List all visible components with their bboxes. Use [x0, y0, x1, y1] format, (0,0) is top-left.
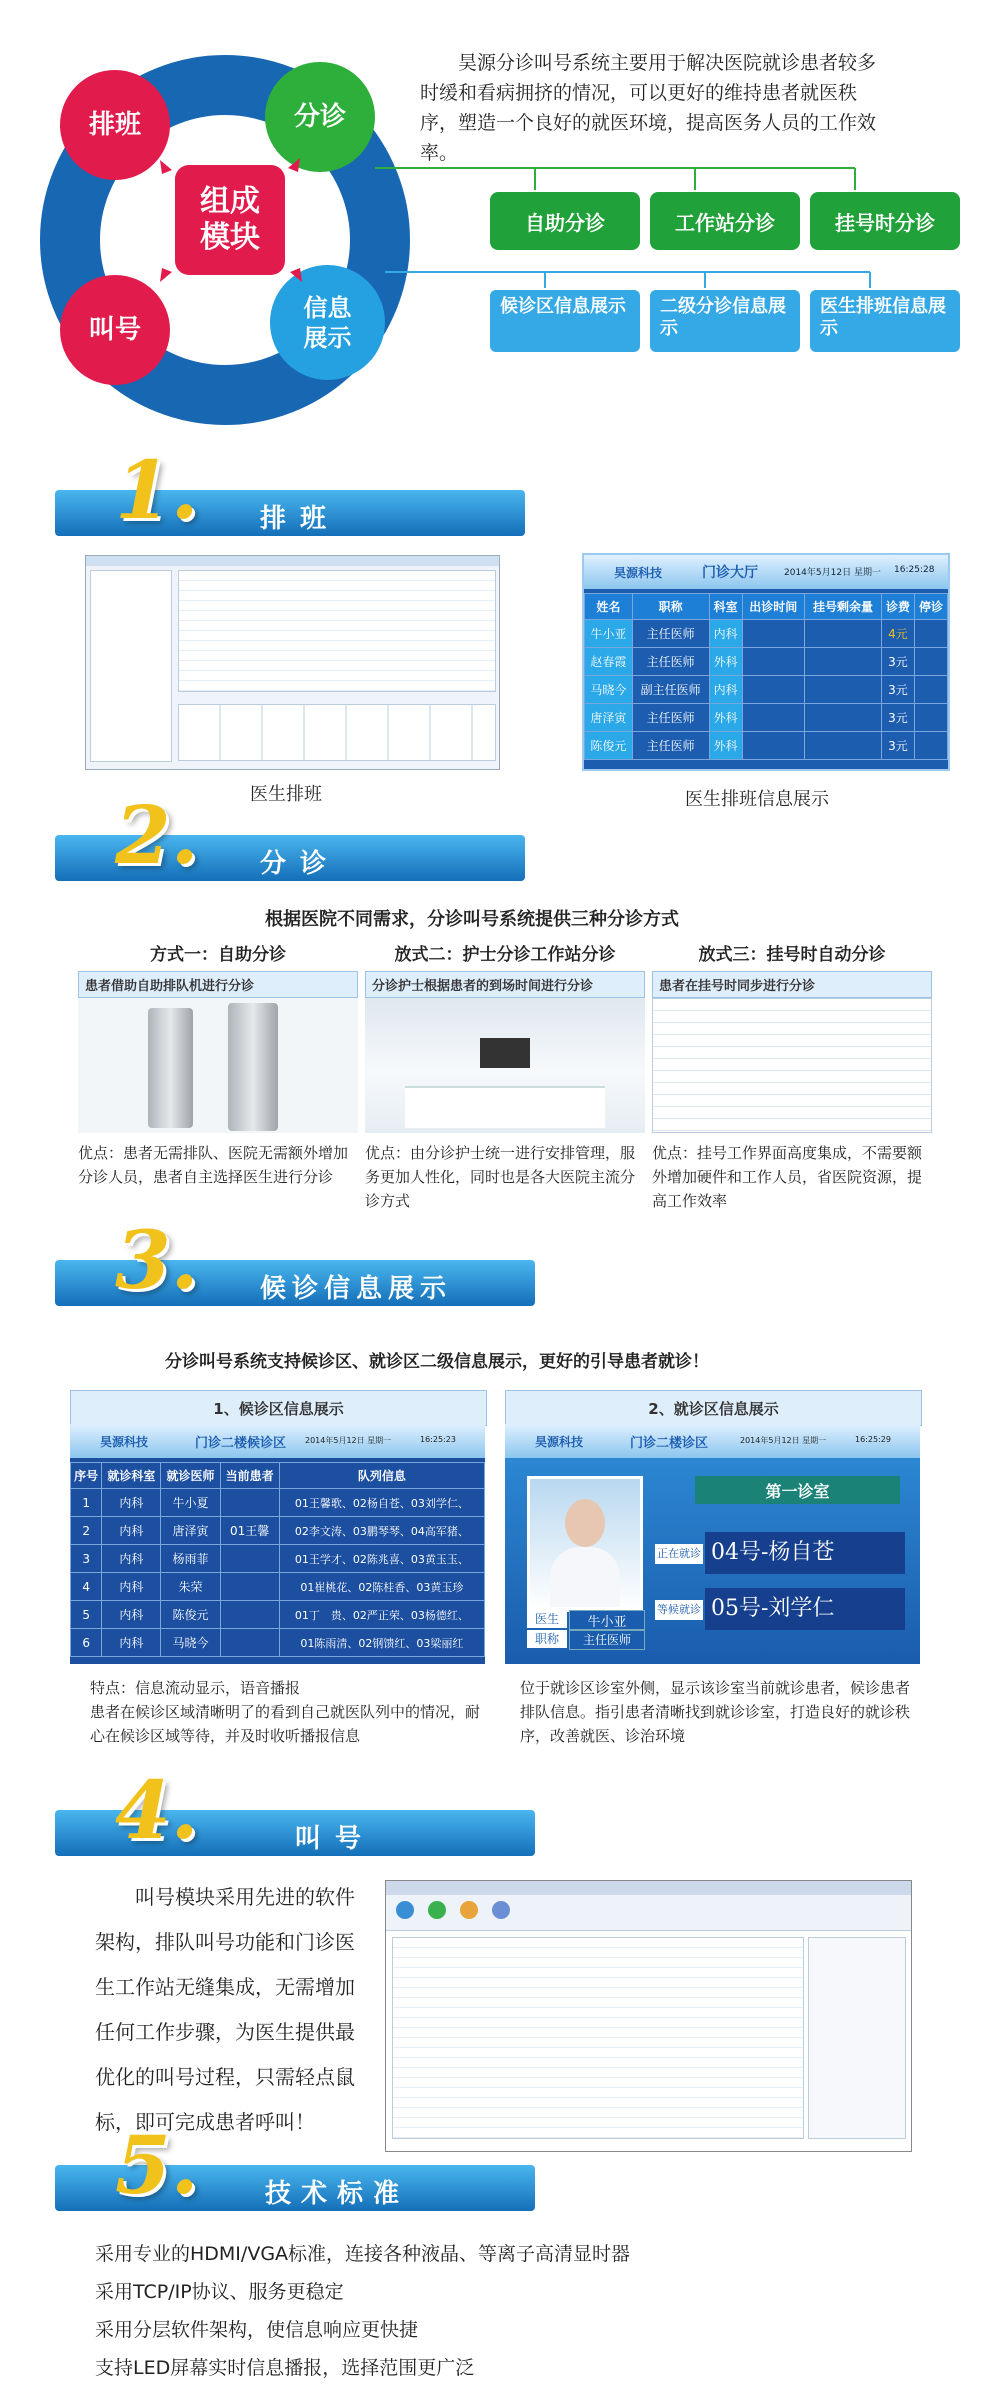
- screen-date: 2014年5月12日 星期一: [305, 1436, 392, 1445]
- cell: [220, 1601, 279, 1629]
- module-label: 信息展示: [303, 293, 352, 352]
- section-title: 技术标准: [265, 2179, 410, 2209]
- cell: 牛小亚: [585, 620, 633, 648]
- cell: 01王馨歌、02杨自苍、03刘学仁、: [279, 1489, 484, 1517]
- caption-scheduling: 医生排班: [250, 784, 322, 805]
- method-subtitle: 分诊护士根据患者的到场时间进行分诊: [365, 971, 645, 998]
- nurse-station-image: [365, 998, 645, 1133]
- method-card-3: [652, 940, 932, 1213]
- cell: 3元: [881, 732, 914, 760]
- method-subtitle: 患者借助自助排队机进行分诊: [78, 971, 358, 998]
- cell: 唐泽寅: [585, 704, 633, 732]
- cell: 01崔桃花、02陈桂香、03黄玉珍: [279, 1573, 484, 1601]
- cell: 3元: [881, 648, 914, 676]
- cell: 牛小夏: [161, 1489, 220, 1517]
- cell: 外科: [709, 648, 742, 676]
- waiting-info-box: 候诊区信息展示: [490, 290, 640, 352]
- screen-date: 2014年5月12日 星期一: [740, 1436, 827, 1445]
- waiting-area-desc: 特点：信息流动显示，语音播报 患者在候诊区域清晰明了的看到自己就医队列中的情况，耐心在候诊区域等待，并及时收听播报信息: [90, 1679, 481, 1745]
- method-description: 优点：挂号工作界面高度集成，不需要额外增加硬件和工作人员，省医院资源，提高工作效率: [652, 1144, 923, 1210]
- cell: 内科: [102, 1629, 161, 1657]
- cell: 主任医师: [632, 620, 709, 648]
- doctor-schedule-box: 医生排班信息展示: [810, 290, 960, 352]
- cell: 内科: [102, 1517, 161, 1545]
- cell: 01王学才、02陈兆喜、03黄玉玉、: [279, 1545, 484, 1573]
- screen-date: 2014年5月12日 星期一: [784, 568, 881, 578]
- col-header: 就诊医师: [161, 1463, 220, 1489]
- cell: 02李文涛、03鹏琴琴、04高军猪、: [279, 1517, 484, 1545]
- screen-logo: 昊源科技: [535, 1435, 584, 1449]
- tech-line: 采用专业的HDMI/VGA标准，连接各种液晶、等离子高清显时器: [95, 2243, 631, 2265]
- method-title: 放式二：护士分诊工作站分诊: [394, 945, 616, 965]
- tech-standards-list: [95, 2235, 630, 2387]
- registration-triage-box: 挂号时分诊: [810, 192, 960, 250]
- table-row: [585, 620, 948, 648]
- cell: 内科: [102, 1489, 161, 1517]
- treatment-area-desc: 位于就诊区诊室外侧，显示该诊室当前就诊患者，候诊患者排队信息。指引患者清晰找到就诊诊室，打造良好的就诊秩序，改善就医、诊治环境: [520, 1679, 911, 1745]
- arrow-icon: [160, 160, 172, 174]
- cell: 1: [71, 1489, 102, 1517]
- waiting-table: [70, 1462, 485, 1657]
- now-serving-label: 正在就诊: [655, 1544, 703, 1564]
- section-number: 3.: [115, 1213, 199, 1307]
- col-header: 职称: [632, 594, 709, 620]
- waiting-label: 等候就诊: [655, 1600, 703, 1620]
- col-header: 诊费: [881, 594, 914, 620]
- section-number: 2.: [115, 788, 199, 882]
- method-card-1: [78, 940, 358, 1189]
- waiting-area-screen: [70, 1424, 485, 1664]
- table-row: [585, 676, 948, 704]
- schedule-display-table: [584, 593, 948, 760]
- section-title: 排班: [260, 504, 341, 534]
- core-label: 组成模块: [200, 184, 260, 255]
- cell: 主任医师: [632, 732, 709, 760]
- registration-screenshot: [652, 998, 932, 1133]
- cell: 01丁 贵、02严正荣、03杨德红、: [279, 1601, 484, 1629]
- room-name: 第一诊室: [695, 1476, 900, 1504]
- section-number: 1.: [115, 443, 199, 537]
- method-description: 优点：患者无需排队、医院无需额外增加分诊人员，患者自主选择医生进行分诊: [78, 1144, 349, 1186]
- tech-line: 采用TCP/IP协议、服务更稳定: [95, 2281, 344, 2303]
- col-header: 科室: [709, 594, 742, 620]
- cell: 01陈雨清、02钢馈红、03梁丽红: [279, 1629, 484, 1657]
- calling-description: 叫号模块采用先进的软件架构，排队叫号功能和门诊医生工作站无缝集成，无需增加任何工作步骤，为医生提供最优化的叫号过程，只需轻点鼠标，即可完成患者呼叫！: [95, 1885, 355, 2134]
- screen-logo: 昊源科技: [614, 566, 663, 580]
- screen-title: 门诊二楼候诊区: [195, 1436, 287, 1451]
- module-label: 分诊: [293, 101, 346, 132]
- method-card-2: [365, 940, 645, 1213]
- cell: 3元: [881, 704, 914, 732]
- scheduling-screenshot: [85, 555, 500, 770]
- tech-line: 支持LED屏幕实时信息播报，选择范围更广泛: [95, 2357, 475, 2379]
- cell: 主任医师: [632, 704, 709, 732]
- doctor-title: 主任医师: [569, 1630, 645, 1650]
- col-header: 序号: [71, 1463, 102, 1489]
- cell: [220, 1489, 279, 1517]
- cell: 赵春霞: [585, 648, 633, 676]
- col-header: 姓名: [585, 594, 633, 620]
- screen-time: 16:25:28: [894, 565, 935, 575]
- screen-time: 16:25:23: [420, 1435, 456, 1444]
- cell: 01王馨: [220, 1517, 279, 1545]
- cell: 陈俊元: [585, 732, 633, 760]
- arrow-icon: [160, 268, 172, 282]
- treatment-area-screen: [505, 1424, 920, 1664]
- cell: 唐泽寅: [161, 1517, 220, 1545]
- arrow-icon: [288, 158, 300, 172]
- title-label: 职称: [527, 1630, 567, 1648]
- table-row: [585, 704, 948, 732]
- section-title: 叫号: [295, 1824, 376, 1854]
- col-header: 队列信息: [279, 1463, 484, 1489]
- cell: 主任医师: [632, 648, 709, 676]
- screen-title: 门诊二楼诊区: [630, 1436, 709, 1451]
- triage-intro: 根据医院不同需求，分诊叫号系统提供三种分诊方式: [265, 909, 679, 930]
- table-row: [71, 1573, 485, 1601]
- section-title: 分诊: [260, 849, 341, 879]
- method-title: 放式三：挂号时自动分诊: [698, 945, 886, 965]
- workstation-triage-box: 工作站分诊: [650, 192, 800, 250]
- waiting-area-title: 1、候诊区信息展示: [70, 1390, 487, 1426]
- cell: 内科: [709, 676, 742, 704]
- module-label: 叫号: [88, 314, 141, 345]
- screen-time: 16:25:29: [855, 1435, 891, 1444]
- table-row: [585, 648, 948, 676]
- cell: [220, 1545, 279, 1573]
- cell: 内科: [709, 620, 742, 648]
- intro-text: 昊源分诊叫号系统主要用于解决医院就诊患者较多时缓和看病拥挤的情况，可以更好的维持患者就医秩序，塑造一个良好的就医环境，提高医务人员的工作效率。: [420, 52, 877, 164]
- table-row: [71, 1545, 485, 1573]
- cell: 内科: [102, 1601, 161, 1629]
- cell: 副主任医师: [632, 676, 709, 704]
- doctor-label: 医生: [527, 1610, 567, 1628]
- cell: 朱荣: [161, 1573, 220, 1601]
- cell: 陈俊元: [161, 1601, 220, 1629]
- col-header: 就诊科室: [102, 1463, 161, 1489]
- screen-title: 门诊大厅: [702, 565, 758, 581]
- display-intro: 分诊叫号系统支持候诊区、就诊区二级信息展示，更好的引导患者就诊！: [165, 1352, 709, 1372]
- cell: 马晓今: [161, 1629, 220, 1657]
- section-number: 5.: [115, 2118, 199, 2212]
- col-header: 当前患者: [220, 1463, 279, 1489]
- doctor-photo: [527, 1476, 643, 1612]
- cell: 杨雨菲: [161, 1545, 220, 1573]
- now-serving-value: 04号-杨自苍: [705, 1532, 905, 1574]
- section-number: 4.: [115, 1763, 199, 1857]
- cell: 5: [71, 1601, 102, 1629]
- cell: [220, 1573, 279, 1601]
- cell: 内科: [102, 1545, 161, 1573]
- cell: 6: [71, 1629, 102, 1657]
- method-subtitle: 患者在挂号时同步进行分诊: [652, 971, 932, 998]
- cell: 外科: [709, 732, 742, 760]
- kiosk-image: [78, 998, 358, 1133]
- table-row: [71, 1517, 485, 1545]
- table-row: [71, 1489, 485, 1517]
- calling-software-screenshot: [385, 1880, 912, 2152]
- schedule-display-screen: [582, 553, 950, 771]
- method-description: 优点：由分诊护士统一进行安排管理，服务更加人性化，同时也是各大医院主流分诊方式: [365, 1144, 636, 1210]
- cell: 内科: [102, 1573, 161, 1601]
- cell: 外科: [709, 704, 742, 732]
- cell: 2: [71, 1517, 102, 1545]
- treatment-area-title: 2、就诊区信息展示: [505, 1390, 922, 1426]
- tech-line: 采用分层软件架构，使信息响应更快捷: [95, 2319, 419, 2341]
- arrow-icon: [290, 268, 302, 282]
- screen-logo: 昊源科技: [100, 1435, 149, 1449]
- doctor-name: 牛小亚: [569, 1610, 645, 1630]
- cell: 3元: [881, 676, 914, 704]
- cell: [220, 1629, 279, 1657]
- method-title: 方式一：自助分诊: [150, 945, 286, 965]
- cell: 4元: [881, 620, 914, 648]
- waiting-value: 05号-刘学仁: [705, 1588, 905, 1630]
- table-row: [71, 1601, 485, 1629]
- table-row: [585, 732, 948, 760]
- table-row: [71, 1629, 485, 1657]
- secondary-triage-box: 二级分诊信息展示: [650, 290, 800, 352]
- col-header: 停诊: [914, 594, 947, 620]
- caption-schedule-display: 医生排班信息展示: [685, 789, 829, 810]
- cell: 3: [71, 1545, 102, 1573]
- col-header: 挂号剩余量: [804, 594, 881, 620]
- module-label: 排班: [88, 109, 141, 140]
- section-title: 候诊信息展示: [260, 1274, 453, 1304]
- col-header: 出诊时间: [742, 594, 804, 620]
- cell: 马晓今: [585, 676, 633, 704]
- cell: 4: [71, 1573, 102, 1601]
- self-triage-box: 自助分诊: [490, 192, 640, 250]
